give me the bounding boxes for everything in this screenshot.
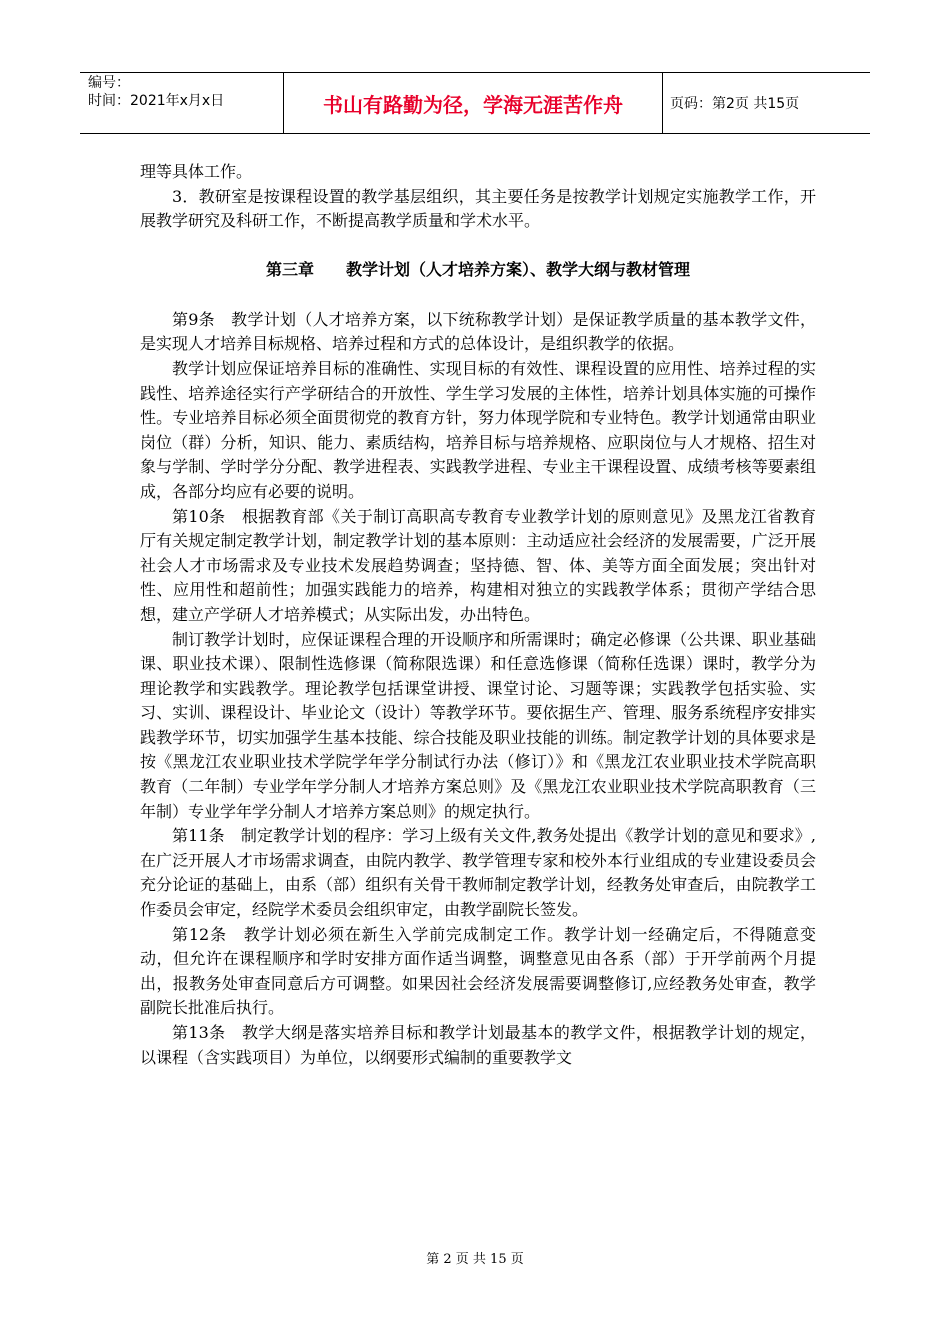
header-page-cell: [662, 73, 870, 133]
document-body: [140, 160, 816, 1070]
header-meta: [80, 73, 284, 133]
header-page-code: 页码：第2页 共15页: [670, 96, 800, 112]
article-13: 第13条 教学大纲是落实培养目标和教学计划最基本的教学文件，根据教学计划的规定，以课程（含实践项目）为单位，以纲要形式编制的重要教学文: [140, 1023, 816, 1067]
document-time: 时间：2021年x月x日: [88, 93, 225, 109]
article-10: 第10条 根据教育部《关于制订高职高专教育专业教学计划的原则意见》及黑龙江省教育厅有关规定制定教学计划，制定教学计划的基本原则：主动适应社会经济的发展需要，广泛开展社会人才市场需求及专业技术发展趋势调查；坚持德、智、体、美等方面全面发展；突出针对性、应用性和超前性；加强实践能力的培养，构建相对独立的实践教学体系；贯彻产学结合思想，建立产学研人才培养模式；从实际出发，办出特色。: [140, 506, 816, 624]
paragraph: 3．教研室是按课程设置的教学基层组织，其主要任务是按教学计划规定实施教学工作，开展教学研究及科研工作，不断提高教学质量和学术水平。: [140, 186, 816, 231]
paragraph: 制订教学计划时，应保证课程合理的开设顺序和所需课时；确定必修课（公共课、职业基础课、职业技术课）、限制性选修课（简称限选课）和任意选修课（简称任选课）课时，教学分为理论教学和实践教学。理论教学包括课堂讲授、课堂讨论、习题等课；实践教学包括实验、实习、实训、课程设计、毕业论文（设计）等教学环节。要依据生产、管理、服务系统程序安排实践教学环节，切实加强学生基本技能、综合技能及职业技能的训练。制定教学计划的具体要求是按《黑龙江农业职业技术学院学年学分制试行办法（修订）》和《黑龙江农业职业技术学院高职教育（二年制）专业学年学分制人才培养方案总则》及《黑龙江农业职业技术学院高职教育（三年制）专业学年学分制人才培养方案总则》的规定执行。: [140, 629, 816, 821]
header-slogan: 书山有路勤为径，学海无涯苦作舟: [323, 92, 623, 117]
article-9: 第9条 教学计划（人才培养方案，以下统称教学计划）是保证教学质量的基本教学文件，是实现人才培养目标规格、培养过程和方式的总体设计，是组织教学的依据。: [140, 309, 816, 354]
page-header: [80, 72, 870, 134]
article-11: 第11条 制定教学计划的程序：学习上级有关文件,教务处提出《教学计划的意见和要求》,在广泛开展人才市场需求调查，由院内教学、教学管理专家和校外本行业组成的专业建设委员会充分论证的基础上，由系（部）组织有关骨干教师制定教学计划，经教务处审查后，由院教学工作委员会审定，经院学术委员会组织审定，由教学副院长签发。: [140, 826, 816, 920]
page-footer: 第 2 页 共 15 页: [426, 1252, 524, 1267]
article-12: 第12条 教学计划必须在新生入学前完成制定工作。教学计划一经确定后，不得随意变动，但允许在课程顺序和学时安排方面作适当调整，调整意见由各系（部）于开学前两个月提出，报教务处审查同意后方可调整。如果因社会经济发展需要调整修订,应经教务处审查，教学副院长批准后执行。: [140, 924, 816, 1018]
document-number: 编号：: [88, 75, 130, 91]
chapter-heading: 第三章 教学计划（人才培养方案）、教学大纲与教材管理: [265, 259, 690, 279]
paragraph: 教学计划应保证培养目标的准确性、实现目标的有效性、课程设置的应用性、培养过程的实践性、培养途径实行产学研结合的开放性、学生学习发展的主体性，培养计划具体实施的可操作性。专业培养目标必须全面贯彻党的教育方针，努力体现学院和专业特色。教学计划通常由职业岗位（群）分析，知识、能力、素质结构，培养目标与培养规格、应职岗位与人才规格、招生对象与学制、学时学分分配、教学进程表、实践教学进程、专业主干课程设置、成绩考核等要素组成，各部分均应有必要的说明。: [140, 358, 816, 501]
paragraph: 理等具体工作。: [140, 162, 253, 181]
header-slogan-cell: [284, 73, 663, 133]
